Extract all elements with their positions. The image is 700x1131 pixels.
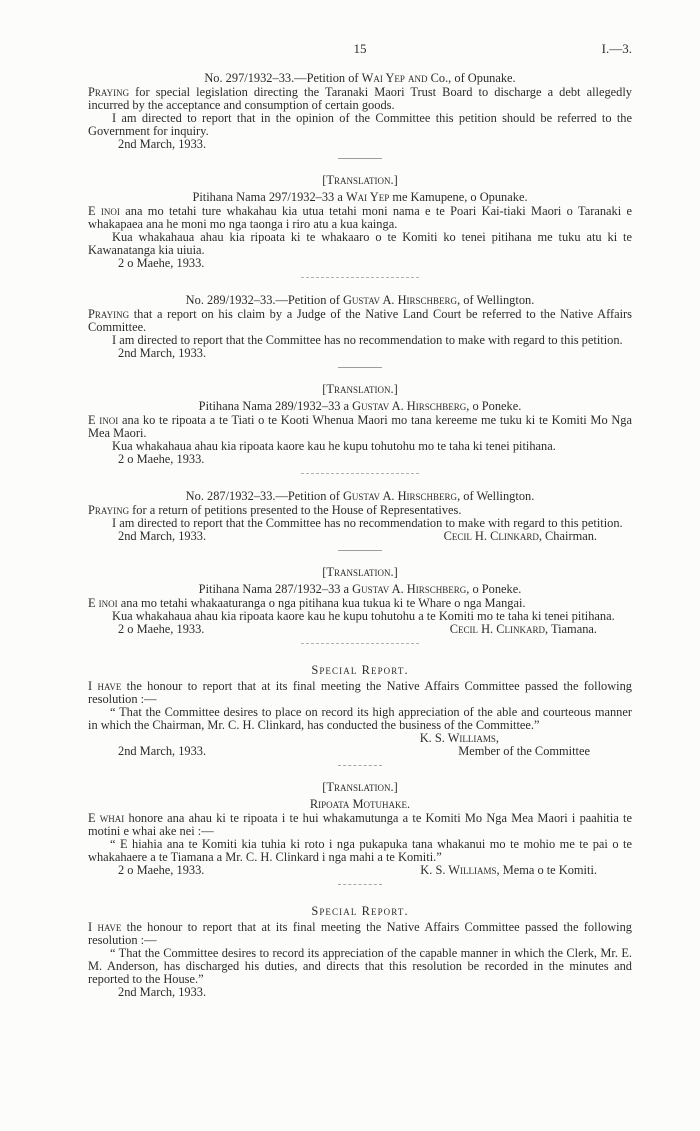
date-line: 2nd March, 1933. <box>118 137 207 151</box>
lead-word: I <box>88 920 98 934</box>
date-line: 2 o Maehe, 1933. <box>118 452 205 466</box>
signatory-role: Member of the Committee <box>458 744 590 758</box>
lead-word: whai <box>99 811 125 825</box>
petitioner-name: Wai Yep and <box>361 71 428 85</box>
translation-heading <box>88 191 632 204</box>
petition-heading <box>88 490 632 503</box>
paragraph-text: ana ko te ripoata a te Tiati o te Kooti Whenua Maori mo tana kereeme me tuku ki te Komiti Mo Nga Mea Maori. <box>88 413 633 440</box>
section-divider <box>338 158 382 159</box>
paragraph-text: for special legislation directing the Taranaki Maori Trust Board to discharge a debt allegedly incurred by the acceptance and consumption of certain goods. <box>88 85 632 112</box>
heading-text: Co., of Opunake. <box>427 71 516 85</box>
petition-paragraph: I am directed to report that the Committee has no recommendation to make with regard to this petition. <box>112 333 623 347</box>
section-divider <box>338 884 382 885</box>
heading-text: Pitihana Nama 289/1932–33 a <box>198 399 353 413</box>
lead-word: Praying <box>88 85 130 99</box>
heading-text: No. 289/1932–33.—Petition of <box>185 293 343 307</box>
resolution-quote: “ That the Committee desires to place on record its high appreciation of the able and courteous manner in which the Chairman, Mr. C. H. Clinkard, has conducted the business of the Committee.” <box>88 705 632 732</box>
petition-paragraph <box>88 86 632 112</box>
petition-heading <box>88 72 632 85</box>
translation-paragraph <box>88 414 632 440</box>
lead-word: have <box>97 920 122 934</box>
page-header <box>88 42 632 56</box>
date-signature-line <box>88 745 632 758</box>
translation-paragraph <box>88 812 632 838</box>
heading-text: , of Wellington. <box>457 489 535 503</box>
translation-heading <box>88 400 632 413</box>
section-divider <box>301 643 419 644</box>
petitioner-name: Wai Yep <box>345 190 390 204</box>
lead-word: E <box>88 413 100 427</box>
signatory-title: , Chairman. <box>538 529 597 543</box>
heading-text: No. 287/1932–33.—Petition of <box>185 489 343 503</box>
paragraph-text: ana mo tetahi ture whakahau kia utua tetahi moni nama e te Poari Kai-tiaki Maori o Taranaki e whakapaea ana he moni mo nga taonga i riro atu a kua kainga. <box>88 204 632 231</box>
translation-paragraph: Kua whakahaua ahau kia ripoata ki te whakaaro o te Komiti ko tenei pitihana me tuku atu ki te Kawanatanga kia uiuia. <box>88 230 632 257</box>
heading-text: Pitihana Nama 297/1932–33 a <box>192 190 346 204</box>
petitioner-name: Gustav A. Hirschberg <box>342 293 458 307</box>
resolution-quote: “ That the Committee desires to record its appreciation of the capable manner in which the Clerk, Mr. E. M. Anderson, has discharged his duties, and directs that this resolution be recorded in the minutes and reported to the House.” <box>88 946 632 986</box>
petition-paragraph: I am directed to report that the Committee has no recommendation to make with regard to this petition. <box>112 516 623 530</box>
lead-word: Praying <box>88 503 130 517</box>
signatory-title: , Tiamana. <box>545 622 597 636</box>
date-line: 2 o Maehe, 1933. <box>118 863 205 877</box>
date-line: 2nd March, 1933. <box>118 744 207 758</box>
date-signature-line <box>88 864 632 877</box>
date-line: 2nd March, 1933. <box>118 529 207 543</box>
petition-paragraph: I am directed to report that in the opinion of the Committee this petition should be referred to the Government for inquiry. <box>88 111 632 138</box>
signature <box>450 623 597 636</box>
petitioner-name: Gustav A. Hirschberg <box>352 582 467 596</box>
petitioner-name: Gustav A. Hirschberg <box>342 489 458 503</box>
translation-heading <box>88 583 632 596</box>
signatory-title: , Mema o te Komiti. <box>496 863 597 877</box>
heading-text: , of Wellington. <box>457 293 535 307</box>
signatory-name: K. S. Williams <box>419 731 496 745</box>
translation-paragraph: Kua whakahaua ahau kia ripoata kaore kau he kupu tohutohu mo te taha ki tenei pitihana. <box>112 439 556 453</box>
paragraph-text: for a return of petitions presented to the House of Representatives. <box>129 503 462 517</box>
date-line: 2 o Maehe, 1933. <box>118 622 205 636</box>
lead-word: I <box>88 679 98 693</box>
heading-text: , o Poneke. <box>466 399 522 413</box>
section-divider <box>338 765 382 766</box>
signature <box>420 864 597 877</box>
signatory-name: Cecil H. Clinkard <box>449 622 546 636</box>
resolution-quote: “ E hiahia ana te Komiti kia tuhia ki roto i nga pukapuka tana whakanui mo te mohio me te pai o te whakahaere a te Tiamana a Mr. C. H. Clinkard i nga mahi a te Komiti.” <box>88 837 632 864</box>
lead-word: have <box>97 679 122 693</box>
translation-label: [Translation.] <box>322 382 398 396</box>
paragraph-text: that a report on his claim by a Judge of the Native Land Court be referred to the Native Affairs Committee. <box>88 307 632 334</box>
heading-text: me Kamupene, o Opunake. <box>389 190 528 204</box>
date-line: 2nd March, 1933. <box>118 985 207 999</box>
translation-heading: Ripoata Motuhake. <box>309 797 411 811</box>
lead-word: E <box>88 596 99 610</box>
translation-label: [Translation.] <box>322 565 398 579</box>
signature <box>444 530 597 543</box>
translation-paragraph: Kua whakahaua ahau kia ripoata kaore kau he kupu tohutohu a te Komiti mo te taha ki tenei pitihana. <box>112 609 615 623</box>
report-paragraph <box>88 921 632 947</box>
paragraph-text: ana mo tetahi whakaaturanga o nga pitihana kua tukua ki te Whare o nga Mangai. <box>117 596 526 610</box>
paper-reference: I.—3. <box>601 41 632 56</box>
lead-word: inoi <box>99 413 119 427</box>
petition-heading <box>88 294 632 307</box>
lead-word: Praying <box>88 307 130 321</box>
signatory-name: K. S. Williams <box>420 863 497 877</box>
lead-word: E <box>88 204 101 218</box>
date-signature-line <box>88 623 632 636</box>
section-divider <box>338 367 382 368</box>
paragraph-text: the honour to report that at its final meeting the Native Affairs Committee passed the following resolution :— <box>88 679 632 706</box>
petitioner-name: Gustav A. Hirschberg <box>352 399 467 413</box>
special-report-heading: Special Report. <box>311 663 409 677</box>
paragraph-text: honore ana ahau ki te ripoata i te hui whakamutunga a te Komiti Mo Nga Mea Maori i paahitia te motini e whai ake nei :— <box>88 811 632 838</box>
date-line: 2nd March, 1933. <box>118 346 207 360</box>
lead-word: inoi <box>100 204 120 218</box>
translation-label: [Translation.] <box>322 173 398 187</box>
translation-paragraph <box>88 205 632 231</box>
translation-label: [Translation.] <box>322 780 398 794</box>
special-report-heading: Special Report. <box>311 904 409 918</box>
section-divider <box>301 277 419 278</box>
petition-paragraph <box>88 308 632 334</box>
heading-text: Pitihana Nama 287/1932–33 a <box>198 582 353 596</box>
signatory-title: , <box>495 731 499 745</box>
page-number: 15 <box>353 41 367 56</box>
section-divider <box>338 550 382 551</box>
date-line: 2 o Maehe, 1933. <box>118 256 205 270</box>
lead-word: inoi <box>98 596 118 610</box>
heading-text: , o Poneke. <box>466 582 522 596</box>
lead-word: E <box>88 811 100 825</box>
section-divider <box>301 473 419 474</box>
paragraph-text: the honour to report that at its final meeting the Native Affairs Committee passed the following resolution :— <box>88 920 632 947</box>
signatory-name: Cecil H. Clinkard <box>443 529 539 543</box>
date-signature-line <box>88 530 632 543</box>
heading-text: No. 297/1932–33.—Petition of <box>204 71 362 85</box>
report-paragraph <box>88 680 632 706</box>
signature <box>420 731 499 745</box>
